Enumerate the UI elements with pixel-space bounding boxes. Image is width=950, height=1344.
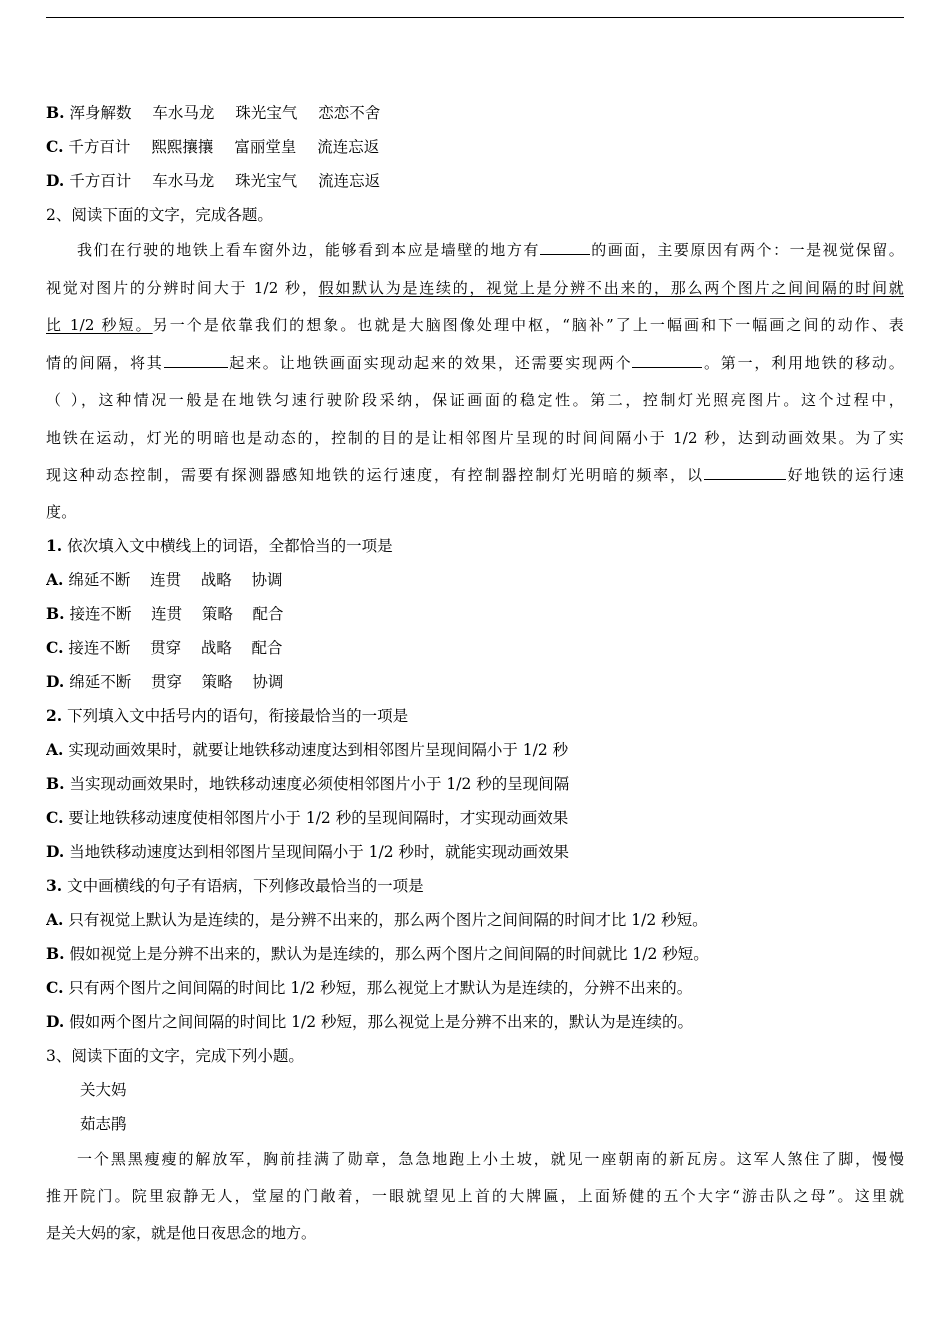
story-line: 是关大妈的家，就是他日夜思念的地方。 [46,1223,317,1242]
story-passage [46,1141,904,1252]
passage-line [46,232,904,270]
passage-text: 现这种动态控制，需要有探测器感知地铁的运行速度，有控制器控制灯光明暗的频率，以 [46,466,704,484]
option-text: 接连不断 贯穿 战略 配合 [68,638,283,657]
option-word: 千方百计 [69,172,132,190]
passage-line [46,345,904,383]
option-text: 当地铁移动速度达到相邻图片呈现间隔小于 1/2 秒时，就能实现动画效果 [69,842,570,861]
prev-option-d [46,164,904,198]
story-line: 一个黑黑瘦瘦的解放军，胸前挂满了勋章，急急地跑上小土坡，就见一座朝南的新瓦房。这军人煞住了脚，慢慢 [77,1149,904,1168]
story-author: 茹志鹃 [80,1114,127,1133]
underlined-sentence: 假如默认为是连续的，视觉上是分辨不出来的，那么两个图片之间间隔的时间就 [318,278,904,297]
question-3-option-c [46,971,904,1005]
prev-option-c [46,130,904,164]
option-letter: C. [46,137,64,156]
story-line: 推开院门。院里寂静无人，堂屋的门敞着，一眼就望见上首的大牌匾，上面矫健的五个大字“游击队之母”。这里就 [46,1186,904,1205]
option-letter: C. [46,977,64,997]
passage-line [46,307,904,345]
question-number: 1. [46,535,63,555]
question-1-option-c [46,631,904,665]
option-text: 只有视觉上默认为是连续的，是分辨不出来的，那么两个图片之间间隔的时间才比 1/2 秒短。 [68,910,708,929]
fill-blank-1 [540,239,590,255]
passage-text: 另一个是依靠我们的想象。也就是大脑图像处理中枢，“脑补”了上一幅画和下一幅画之间的动作、表 [152,316,904,334]
question-stem: 文中画横线的句子有语病，下列修改最恰当的一项是 [67,876,424,895]
question-1-option-d [46,665,904,699]
header-rule [46,17,904,18]
passage-text: 视觉对图片的分辨时间大于 1/2 秒， [46,278,319,297]
option-word: 车水马龙 [152,172,215,190]
passage-line [46,495,904,529]
passage-line [46,382,904,420]
passage-text: 的画面，主要原因有两个：一是视觉保留。 [589,241,904,259]
question-1 [46,529,904,563]
story-title: 关大妈 [80,1080,127,1099]
passage-text: 。第一，利用地铁的移动。 [702,353,904,372]
option-word: 车水马龙 [152,104,215,122]
section-2-passage [46,232,904,529]
question-1-option-a [46,563,904,597]
option-letter: B. [46,103,65,122]
question-3-option-b [46,937,904,971]
fill-blank-4 [704,464,786,480]
passage-text: （ ），这种情况一般是在地铁匀速行驶阶段采纳，保证画面的稳定性。第二，控制灯光照亮图片。这个过程中， [46,391,904,409]
option-text: 实现动画效果时，就要让地铁移动速度达到相邻图片呈现间隔小于 1/2 秒 [68,740,569,759]
question-3-option-a [46,903,904,937]
option-word: 富丽堂皇 [234,138,297,156]
option-letter: D. [46,171,65,190]
option-word: 千方百计 [68,138,131,156]
option-word: 恋恋不舍 [318,104,381,122]
question-2 [46,699,904,733]
section-3-heading: 3、阅读下面的文字，完成下列小题。 [46,1046,304,1065]
underlined-sentence: 比 1/2 秒短。 [46,316,153,334]
option-text: 假如两个图片之间间隔的时间比 1/2 秒短，那么视觉上是分辨不出来的，默认为是连续的。 [69,1012,694,1031]
question-stem: 下列填入文中括号内的语句，衔接最恰当的一项是 [67,706,409,725]
passage-text: 起来。让地铁画面实现动起来的效果，还需要实现两个 [227,353,633,372]
section-2-heading: 2、阅读下面的文字，完成各题。 [46,206,273,224]
fill-blank-2 [164,352,228,368]
question-2-option-b [46,767,904,801]
document-body [46,96,904,1252]
passage-line [46,457,904,495]
option-letter: D. [46,1011,65,1031]
option-word: 熙熙攘攘 [151,138,214,156]
passage-text: 情的间隔，将其 [46,353,164,372]
question-2-option-d [46,835,904,869]
option-word: 珠光宝气 [235,172,298,190]
question-1-option-b [46,597,904,631]
passage-text: 度。 [46,502,77,521]
option-letter: B. [46,943,65,963]
option-letter: B. [46,603,65,623]
option-letter: A. [46,739,64,759]
question-3-option-d [46,1005,904,1039]
option-letter: A. [46,909,64,929]
option-letter: C. [46,807,64,827]
fill-blank-3 [632,352,702,368]
option-letter: D. [46,671,65,691]
option-text: 绵延不断 连贯 战略 协调 [68,570,283,589]
option-word: 珠光宝气 [235,104,298,122]
option-letter: B. [46,773,65,793]
option-word: 流连忘返 [318,172,381,190]
option-text: 接连不断 连贯 策略 配合 [69,604,284,623]
option-text: 绵延不断 贯穿 策略 协调 [69,672,284,691]
question-number: 3. [46,875,63,895]
option-text: 假如视觉上是分辨不出来的，默认为是连续的，那么两个图片之间间隔的时间就比 1/2 秒短。 [69,944,709,963]
question-2-option-a [46,733,904,767]
option-letter: D. [46,841,65,861]
question-3 [46,869,904,903]
option-letter: C. [46,637,64,657]
passage-text: 地铁在运动，灯光的明暗也是动态的，控制的目的是让相邻图片呈现的时间间隔小于 1/2 秒，达到动画效果。为了实 [46,428,904,447]
question-number: 2. [46,705,63,725]
option-word: 浑身解数 [69,104,132,122]
question-stem: 依次填入文中横线上的词语，全都恰当的一项是 [67,536,393,555]
option-word: 流连忘返 [317,138,380,156]
prev-option-b [46,96,904,130]
passage-line [46,270,904,308]
question-2-option-c [46,801,904,835]
option-text: 要让地铁移动速度使相邻图片小于 1/2 秒的呈现间隔时，才实现动画效果 [68,808,569,827]
passage-text: 我们在行驶的地铁上看车窗外边，能够看到本应是墙壁的地方有 [77,241,540,259]
passage-text: 好地铁的运行速 [785,466,904,484]
option-letter: A. [46,569,64,589]
option-text: 当实现动画效果时，地铁移动速度必须使相邻图片小于 1/2 秒的呈现间隔 [69,774,570,793]
passage-line [46,420,904,458]
option-text: 只有两个图片之间间隔的时间比 1/2 秒短，那么视觉上才默认为是连续的，分辨不出来的。 [68,978,693,997]
